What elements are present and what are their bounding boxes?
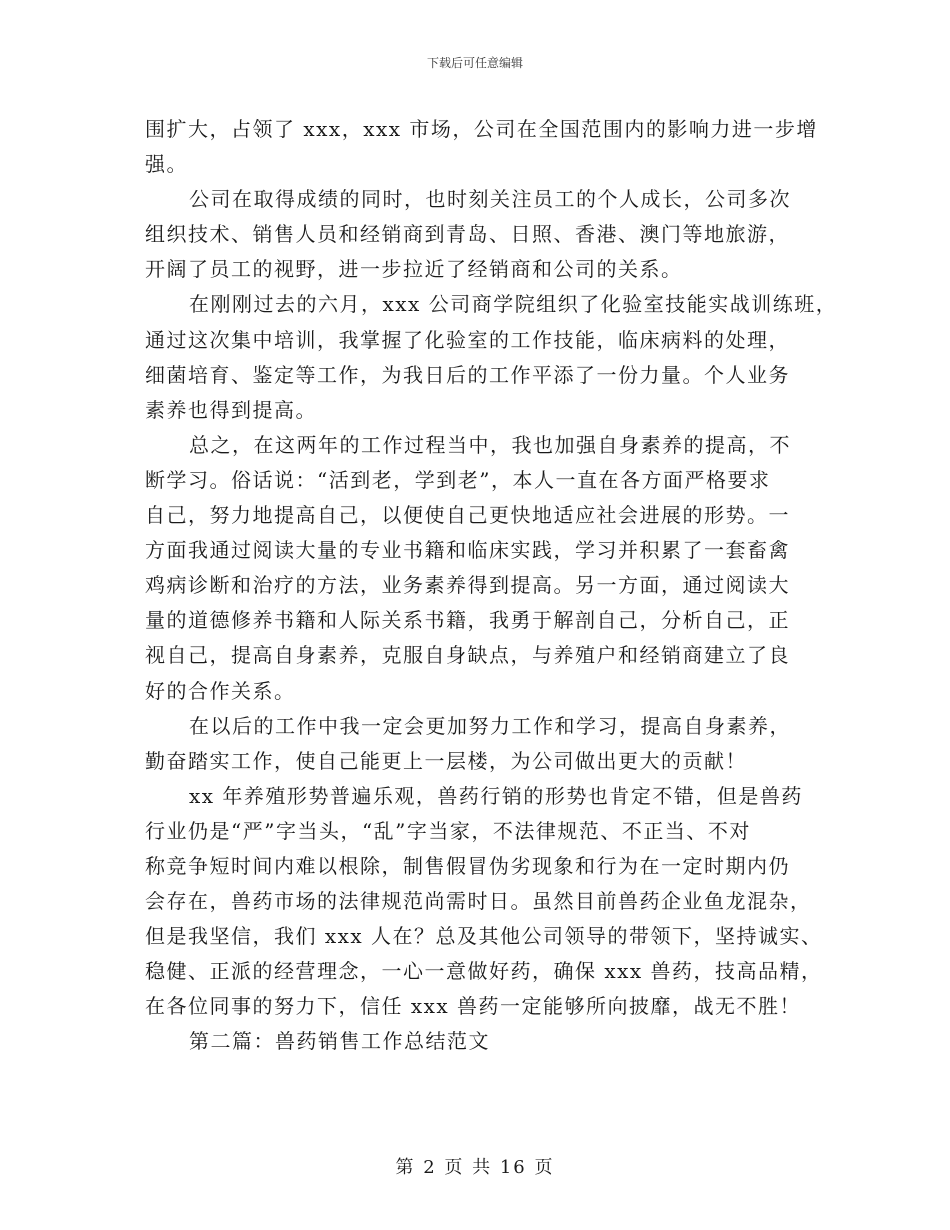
page-number: 第 2 页 共 16 页 [395,1157,555,1178]
text-line: 通过这次集中培训，我掌握了化验室的工作技能，临床病料的处理， [145,327,790,352]
text-line: 鸡病诊断和治疗的方法，业务素养得到提高。另一方面，通过阅读大 [145,573,790,598]
paragraph-start-line: 在以后的工作中我一定会更加努力工作和学习，提高自身素养， [189,713,791,738]
text-line: 好的合作关系。 [145,678,296,703]
text-line: 强。 [145,152,188,177]
text-line: 稳健、正派的经营理念，一心一意做好药，确保 xxx 兽药，技高品精， [145,959,823,984]
text-line: 在各位同事的努力下，信任 xxx 兽药一定能够所向披靡，战无不胜！ [145,994,802,1019]
text-line: 开阔了员工的视野，进一步拉近了经销商和公司的关系。 [145,257,683,282]
text-line: 勤奋踏实工作，使自己能更上一层楼，为公司做出更大的贡献！ [145,748,747,773]
text-line: 视自己，提高自身素养，克服自身缺点，与养殖户和经销商建立了良 [145,643,790,668]
page-header-note: 下载后可任意编辑 [426,56,523,70]
text-line: 自己，努力地提高自己，以便使自己更快地适应社会进展的形势。一 [145,503,790,528]
text-line: 量的道德修养书籍和人际关系书籍，我勇于解剖自己，分析自己，正 [145,608,790,633]
paragraph-start-line: 在刚刚过去的六月，xxx 公司商学院组织了化验室技能实战训练班， [189,292,838,317]
text-line: 围扩大，占领了 xxx，xxx 市场，公司在全国范围内的影响力进一步增 [145,117,818,141]
document-body [145,112,838,1060]
paragraph-start-line: 总之，在这两年的工作过程当中，我也加强自身素养的提高，不 [189,432,791,457]
text-line: 行业仍是“严”字当头，“乱”字当家，不法律规范、不正当、不对 [145,818,751,843]
text-line: 细菌培育、鉴定等工作，为我日后的工作平添了一份力量。个人业务 [145,362,790,387]
text-line: 会存在，兽药市场的法律规范尚需时日。虽然目前兽药企业鱼龙混杂， [145,889,812,914]
paragraph-start-line: xx 年养殖形势普遍乐观，兽药行销的形势也肯定不错，但是兽药 [189,783,803,808]
text-line: 组织技术、销售人员和经销商到青岛、日照、香港、澳门等地旅游， [145,222,790,247]
text-line: 称竞争短时间内难以根除，制售假冒伪劣现象和行为在一定时期内仍 [145,853,790,878]
text-line: 方面我通过阅读大量的专业书籍和临床实践，学习并积累了一套畜禽 [145,538,790,563]
text-line: 但是我坚信，我们 xxx 人在？总及其他公司领导的带领下，坚持诚实、 [145,924,823,949]
paragraph-start-line: 公司在取得成绩的同时，也时刻关注员工的个人成长，公司多次 [189,187,791,212]
section-heading: 第二篇：兽药销售工作总结范文 [189,1029,490,1054]
text-line: 素养也得到提高。 [145,397,317,422]
text-line: 断学习。俗话说：“活到老，学到老”，本人一直在各方面严格要求 [145,467,771,492]
